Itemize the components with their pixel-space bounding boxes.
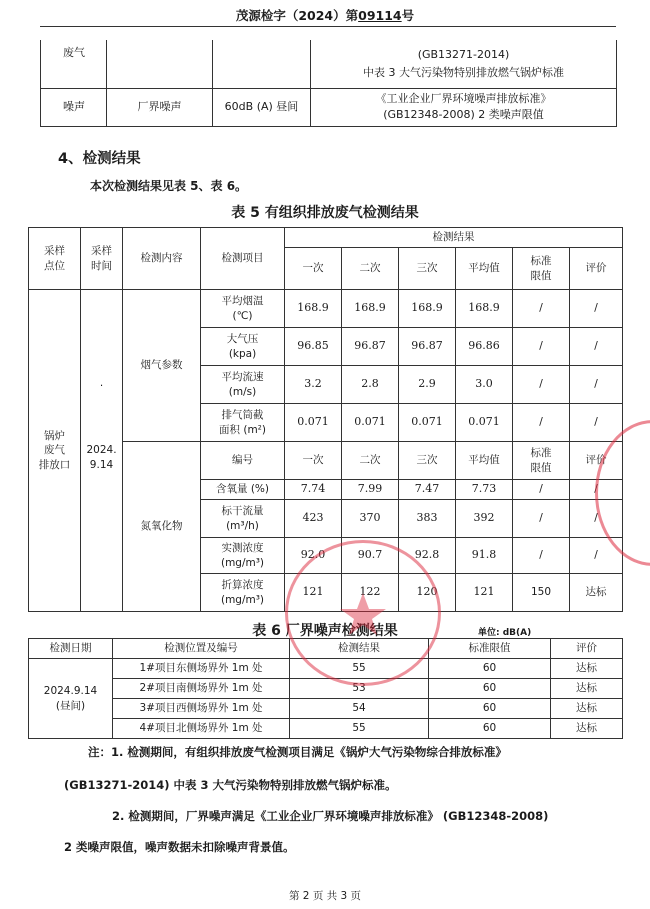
t5-sub-third: 三次 [399,442,456,480]
t6-limit: 60 [429,659,551,679]
t5-limit: / [513,290,570,328]
t5-item: 平均烟温 (℃) [201,290,285,328]
t5-eval: / [570,328,623,366]
t6-eval: 达标 [551,679,623,699]
t5-limit: / [513,328,570,366]
t5-value: 370 [342,500,399,538]
t5-time-value: 2024. 9.14 [86,444,117,471]
t5-header-eval: 评价 [570,248,623,290]
t5-value: 2.8 [342,366,399,404]
standards-table [40,40,617,127]
t5-header-content: 检测内容 [123,228,201,290]
t5-value: 2.9 [399,366,456,404]
t6-header-location: 检测位置及编号 [113,639,290,659]
t5-value: 383 [399,500,456,538]
t5-value: 91.8 [456,538,513,574]
standards-limit [213,40,311,88]
standards-row-noise [41,88,617,126]
t5-sub-eval: 评价 [570,442,623,480]
t5-item: 大气压 (kpa) [201,328,285,366]
t6-header-eval: 评价 [551,639,623,659]
seal-star-icon [288,543,438,683]
t5-eval: 达标 [570,574,623,612]
t5-value: 121 [285,574,342,612]
report-number-value: 09114 [358,8,402,23]
t5-sampling-point: 锅炉 废气 排放口 [29,290,81,612]
t5-limit: / [513,366,570,404]
standards-standard-line2: (GB12348-2008) 2 类噪声限值 [383,108,544,121]
t6-eval: 达标 [551,699,623,719]
t5-value: 96.87 [399,328,456,366]
t6-header-date: 检测日期 [29,639,113,659]
header-rule [40,26,616,27]
t5-value: 168.9 [456,290,513,328]
note-2b: 2 类噪声限值，噪声数据未扣除噪声背景值。 [64,840,295,854]
t5-value: 7.99 [342,480,399,500]
t6-limit: 60 [429,719,551,739]
t5-limit: / [513,500,570,538]
t5-eval: / [570,290,623,328]
t5-value: 168.9 [285,290,342,328]
standards-standard-line2: 中表 3 大气污染物特别排放燃气锅炉标准 [363,65,564,79]
inspection-seal-icon [285,540,441,686]
standards-standard-line1: 《工业企业厂界环境噪声排放标准》 [375,91,552,105]
t5-value: 0.071 [342,404,399,442]
t6-location: 3#项目西侧场界外 1m 处 [113,699,290,719]
t5-value: 7.73 [456,480,513,500]
t5-eval: / [570,500,623,538]
t6-result: 55 [290,659,429,679]
t5-limit: / [513,480,570,500]
t6-location: 4#项目北侧场界外 1m 处 [113,719,290,739]
t5-header-third: 三次 [399,248,456,290]
t5-value: 120 [399,574,456,612]
t5-value: 92.8 [399,538,456,574]
t5-header-item: 检测项目 [201,228,285,290]
t5-sub-second: 二次 [342,442,399,480]
t5-sub-avg: 平均值 [456,442,513,480]
t5-value: 92.0 [285,538,342,574]
page-number: 第 2 页 共 3 页 [288,890,362,902]
standards-standard-line1: (GB13271-2014) [417,48,510,62]
t6-location: 1#项目东侧场界外 1m 处 [113,659,290,679]
t5-value: 168.9 [399,290,456,328]
t5-value: 96.86 [456,328,513,366]
t5-item: 含氧量 (%) [201,480,285,500]
t5-sub-item: 编号 [201,442,285,480]
t5-sub-first: 一次 [285,442,342,480]
note-1a: 注：1. 检测期间，有组织排放废气检测项目满足《锅炉大气污染物综合排放标准》 [88,745,507,759]
t5-value: 392 [456,500,513,538]
t5-value: 168.9 [342,290,399,328]
t5-value: 423 [285,500,342,538]
t5-group-flue-gas: 烟气参数 [123,290,201,442]
t5-value: 0.071 [399,404,456,442]
t5-value: 90.7 [342,538,399,574]
t5-eval: / [570,480,623,500]
standards-item: 噪声 [41,88,107,126]
standards-location [107,40,213,88]
t6-eval: 达标 [551,659,623,679]
t5-eval: / [570,404,623,442]
t6-date: 2024.9.14 (昼间) [29,659,113,739]
t5-value: 7.47 [399,480,456,500]
note-2a: 2. 检测期间，厂界噪声满足《工业企业厂界环境噪声排放标准》 (GB12348-2008) [112,809,549,823]
standards-limit: 60dB (A) 昼间 [213,88,311,126]
t5-header-time: 采样 时间 [81,228,123,290]
t5-value: 0.071 [285,404,342,442]
section-text: 本次检测结果见表 5、表 6。 [90,179,248,193]
t5-value: 3.2 [285,366,342,404]
t5-eval: / [570,366,623,404]
t5-value: 121 [456,574,513,612]
t6-result: 55 [290,719,429,739]
standards-standard [311,88,617,126]
t6-header-result: 检测结果 [290,639,429,659]
t5-header-avg: 平均值 [456,248,513,290]
t5-value: 0.071 [456,404,513,442]
t6-limit: 60 [429,679,551,699]
t6-header-limit: 标准限值 [429,639,551,659]
t5-value: 7.74 [285,480,342,500]
t5-header-point: 采样 点位 [29,228,81,290]
t5-value: 122 [342,574,399,612]
table5-caption: 表 5 有组织排放废气检测结果 [231,205,419,221]
t5-header-second: 二次 [342,248,399,290]
standards-standard [311,40,617,88]
t5-limit: / [513,538,570,574]
t5-sub-limit: 标准 限值 [513,442,570,480]
t6-limit: 60 [429,699,551,719]
report-number-suffix: 号 [401,8,415,23]
t5-value: 3.0 [456,366,513,404]
report-number [0,6,650,24]
t5-item: 排气筒截 面积 (m²) [201,404,285,442]
t5-limit: / [513,404,570,442]
report-number-prefix: 茂源检字（2024）第 [235,8,359,23]
standards-item: 废气 [41,40,107,88]
t5-sampling-time [81,290,123,612]
t6-location: 2#项目南侧场界外 1m 处 [113,679,290,699]
t6-eval: 达标 [551,719,623,739]
t5-group-nox: 氮氧化物 [123,442,201,612]
t5-header-first: 一次 [285,248,342,290]
t5-eval: / [570,538,623,574]
table6-caption: 表 6 厂界噪声检测结果 [252,623,398,639]
t6-result: 54 [290,699,429,719]
note-1b: (GB13271-2014) 中表 3 大气污染物特别排放燃气锅炉标准。 [64,778,397,792]
t6-result: 53 [290,679,429,699]
t5-item: 平均流速 (m/s) [201,366,285,404]
table6-unit: 单位: dB(A) [478,628,532,638]
section-title: 4、检测结果 [58,151,141,167]
t5-item: 折算浓度 (mg/m³) [201,574,285,612]
t5-value: 96.87 [342,328,399,366]
standards-location: 厂界噪声 [107,88,213,126]
t5-header-limit: 标准 限值 [513,248,570,290]
t5-value: 96.85 [285,328,342,366]
t5-header-results: 检测结果 [285,228,623,248]
t5-limit: 150 [513,574,570,612]
t5-item: 实测浓度 (mg/m³) [201,538,285,574]
standards-row-gas [41,40,617,88]
t5-time-mark: · [99,380,104,393]
t5-item: 标干流量 (m³/h) [201,500,285,538]
